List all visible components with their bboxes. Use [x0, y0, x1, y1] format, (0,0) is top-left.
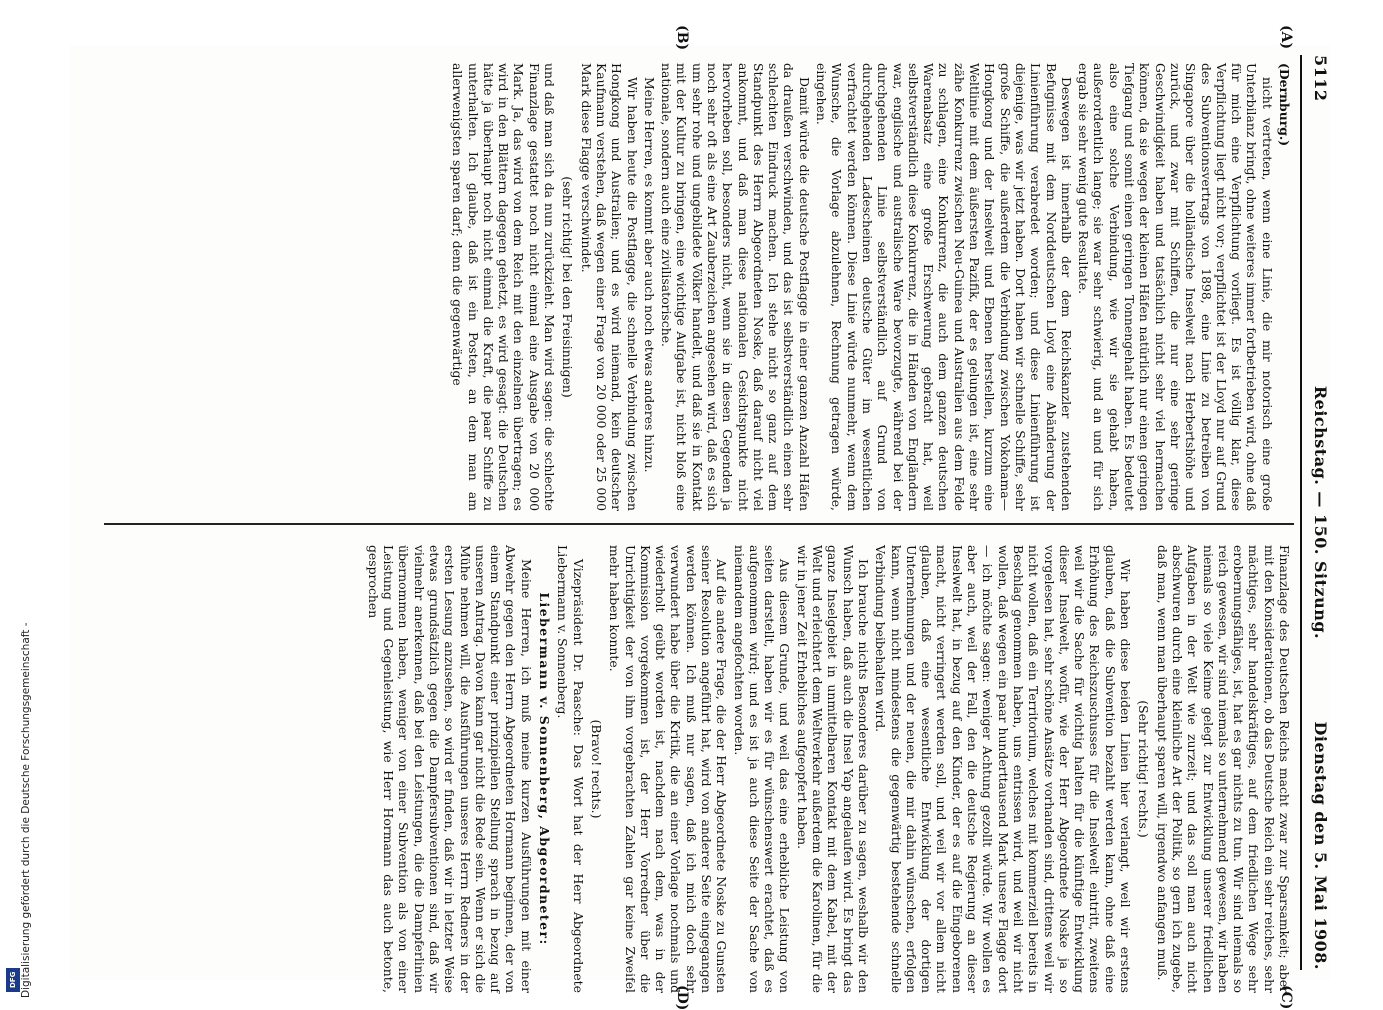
- margin-mark-c: (C): [1278, 985, 1294, 1010]
- session-title: Reichstag. — 150. Sitzung.: [1311, 385, 1330, 640]
- president-line: Vizepräsident Dr. Paasche: Das Wort hat der Herr Abgeordnete Liebermann v. Sonnenberg.: [555, 545, 586, 993]
- margin-mark-b: (B): [674, 25, 690, 51]
- left-column: [448, 63, 1292, 511]
- paragraph: Deswegen ist innerhalb der dem Reichskanzler zustehenden Befugnisse mit dem Norddeutschen Lloyd eine Abänderung der Linienführung verabredet worden; und diese Linienführung ist diejenige, was wir jetzt haben. Dort haben wir schnelle Schiffe, sehr große Schiffe, die außerdem die Verbindung zwischen Yokohama—Hongkong und der Inselwelt und Ebenen herstellen, kurzum eine Weltlinie mit dem äußersten Pazifik, der es gelungen ist, eine sehr zähe Konkurrenz zwischen Neu-Guinea und Australien aus dem Felde zu schlagen, eine Konkurrenz, die auch dem ganzen deutschen Warenabsatz eine große Erschwerung gebracht hat, weil selbstverständlich diese Konkurrenz, die in Händen von Engländern war, englische und australische Ware bevorzugte, während bei der durchgehenden Linie selbstverständlich auf Grund von durchgehenden Ladescheinen deutsche Güter im wesentlichen verfrachtet werden können. Diese Linie würde nunmehr, wenn dem Wunsche, die Vorlage abzulehnen, Rechnung getragen würde, eingehen.: [814, 63, 1074, 511]
- right-column: [363, 545, 1292, 993]
- paragraph: Auf die andere Frage, die der Herr Abgeordnete Noske zu Gunsten seiner Resolution angeführt hat, wird von anderer Seite eingegangen werden können. Ich muß nur sagen, daß ich mich doch sehr verwundert habe über die Kritik, die an einer Vorlage nochmals und wiederholt geübt worden ist, nachdem nach dem, was in der Kommission vorgekommen ist, der Herr Vorredner über die Unrichtigkeit der von ihm vorgebrachten Zahlen gar keine Zweifel mehr haben konnte.: [607, 545, 730, 993]
- paragraph: Wir haben diese beiden Linien hier verlangt, weil wir erstens glauben, daß die Subvention bezahlt werden kann, ohne daß eine Erhöhung des Reichszuschusses für die Inselwelt eintritt, zweitens weil wir die Sache für wichtig halten für die künftige Entwicklung dieser Inselwelt, wofür, wie der Herr Abgeordnete Noske ja so vorgelesen hat, sehr schöne Ansätze vorhanden sind, drittens weil wir nicht wollen, daß ein Territorium, welches mit kommerziell bereits in Beschlag genommen haben, uns entrissen wird, und weil wir nicht wollen, daß wegen ein paar hunderttausend Mark unsere Flagge dort — ich möchte sagen: weniger Achtung gezollt würde. Wir wollen es aber auch, weil der Fall, den die deutsche Regierung an dieser Inselwelt hat, in bezug auf den Kinder, der es auf die Eingeborenen macht, nicht verringert werden soll, und weil wir vor allem nicht glauben, daß eine wesentliche Entwicklung der dortigen Unternehmungen und der neuen, die mir dahin wünschen, erfolgen kann, wenn nicht mindestens die gegenwärtig bestehende schnelle Verbindung beibehalten wird.: [873, 545, 1134, 993]
- paragraph: Damit würde die deutsche Postflagge in einer ganzen Anzahl Häfen da draußen verschwinden, und das ist selbstverständlich einen sehr schlechten Eindruck machen. Ich stehe nicht so ganz auf dem Standpunkt des Herrn Abgeordneten Noske, daß darauf nicht viel ankommt, und daß man diese nationalen Gesichtspunkte nicht hervorheben soll, besonders nicht, wenn sie in diesen Gegenden ja noch sehr oft als eine Art Zauberzeichen angesehen wird, daß es sich um sehr rohe und ungebildete Völker handelt, und daß sie in Kontakt mit der Kultur zu bringen, eine wichtige Aufgabe ist, nicht bloß eine nationale, sondern auch eine zivilisatorische.: [659, 63, 812, 511]
- header-rule: [1300, 55, 1302, 970]
- speaker-note: (Dernburg.): [1277, 63, 1292, 147]
- margin-mark-a: (A): [1278, 25, 1294, 50]
- paragraph: Aus diesem Grunde, und weil das eine erhebliche Leistung von seiten darstellt, haben wir es für wünschenswert erachtet, daß es aufgenommen wird; und es ist ja auch diese Seite der Sache von niemandem angefochten worden.: [731, 545, 793, 993]
- digitization-credit: [2, 8, 32, 998]
- session-date: Dienstag den 5. Mai 1908.: [1311, 721, 1330, 970]
- running-head: [1304, 55, 1330, 970]
- page-number: 5112: [1311, 55, 1330, 102]
- paragraph: Wir haben heute die Postflagge, die schnelle Verbindung zwischen Hongkong und Australien; und es wird niemand, kein deutscher Kaufmann verstehen, daß wegen einer Frage von 20 000 oder 25 000 Mark diese Flagge verschwindet.: [578, 63, 640, 511]
- interjection: (sehr richtig! bei den Freisinnigen): [560, 176, 576, 398]
- paragraph: Meine Herren, es kommt aber auch noch etwas anderes hinzu.: [641, 77, 657, 473]
- dfg-logo: DFG: [6, 968, 20, 992]
- credit-text: Digitalisierung gefördert durch die Deutsche Forschungsgemeinschaft -: [20, 622, 32, 998]
- paragraph: Ich brauche nichts Besonderes darüber zu sagen, weshalb wir den Wunsch haben, daß auch die Insel Yap angelaufen wird. Es bringt das ganze Inselgebiet in unmittelbaren Kontakt mit dem Kabel, mit der Welt und erleichtert dem Weltverkehr außerdem die Karolinen, für die wir in jener Zeit Erhebliches aufgeopfert haben.: [794, 545, 871, 993]
- column-rule: [104, 523, 1294, 525]
- margin-mark-d: (D): [674, 985, 690, 1010]
- paragraph: Meine Herren, ich muß meine kurzen Ausführungen mit einer Abwehr gegen den Herrn Abgeordneten Hormann beginnen, der von einem Standpunkt einer prinzipiellen Stellung sprach in bezug auf unseren Antrag. Davon kann gar nicht die Rede sein. Wenn er sich die Mühe nehmen will, die Ausführungen unseres Herrn Redners in der ersten Lesung anzusehen, so wird er finden, daß wir in letzter Weise etwas grundsätzlich gegen die Dampfersubventionen sind, daß wir vielmehr anerkennen, daß bei den Leistungen, die die Dampferlinien übernommen haben, weniger von einer Subvention als von einer Leistung und Gegenleistung, wie Herr Hormann das auch betonte, gesprochen: [365, 545, 534, 993]
- paragraph: und daß man sich da nun zurückzieht. Man wird sagen: die schlechte Finanzlage gestattet noch nicht einmal eine Ausgabe von 20 000 Mark. Ja, das wird von dem Reich mit den einzelnen übertragen; es wird in den Blättern dagegen gehetzt, es wird gesagt: die Deutschen hätte ja überhaupt noch nicht einmal die Kraft, die paar Schiffe zu unterhalten. Ich glaube, daß ist ein Posten, an dem man am allerwenigsten sparen darf; denn die gegenwärtige: [450, 63, 558, 511]
- rotated-page: [70, 25, 1330, 1010]
- interjection: (Bravo! rechts.): [588, 719, 604, 819]
- interjection: (Sehr richtig! rechts.): [1136, 700, 1152, 838]
- paragraph: nicht vertreten, wenn eine Linie, die mir notorisch eine große Unterbilanz bringt, ohne weiteres immer fortbetrieben wird, ohne daß für mich eine Verpflichtung vorliegt. Es ist völlig klar, diese Verpflichtung liegt nicht vor; verpflichtet ist der Lloyd nur auf Grund des Subventionsvertrags von 1898, eine Linie zu betreiben von Singapore über die holländische Inselwelt nach Herbertshöhe und zurück, und zwar mit Schiffen, die nur eine sehr geringe Geschwindigkeit haben und tatsächlich nicht sehr viel hermachen können, da sie wegen der kleinen Häfen natürlich nur einen geringen Tiefgang und somit einen geringen Tonnengehalt haben. Es bedeutet also eine solche Verbindung, wie wir sie gehabt haben, außerordentlich lange; sie war sehr schwierig, und an und für sich ergab sie sehr wenig gute Resultate.: [1076, 63, 1275, 511]
- speaker-heading: Liebermann v. Sonnenberg, Abgeordneter:: [537, 592, 553, 946]
- paragraph: Finanzlage des Deutschen Reichs macht zwar zur Sparsamkeit; aber mit den Konsiderationen, ob das Deutsche Reich ein sehr reiches, sehr mächtiges, sehr handelskräftiges, auf dem friedlichen Wege sehr erobernungsfähiges, ist, hat es gar nichts zu tun. Wir sind niemals so reich gewesen, wir sind niemals so unternehmend gewesen, wir haben niemals so viele Keime gelegt zur Entwicklung unserer friedlichen Aufgaben in der Welt wie zurzeit; und das soll man auch nicht abschwuren durch eine kleinliche Art der Politik, so gern ich zugebe, daß man, wenn man überhaupt sparen will, irgendwo anfangen muß.: [1154, 545, 1292, 993]
